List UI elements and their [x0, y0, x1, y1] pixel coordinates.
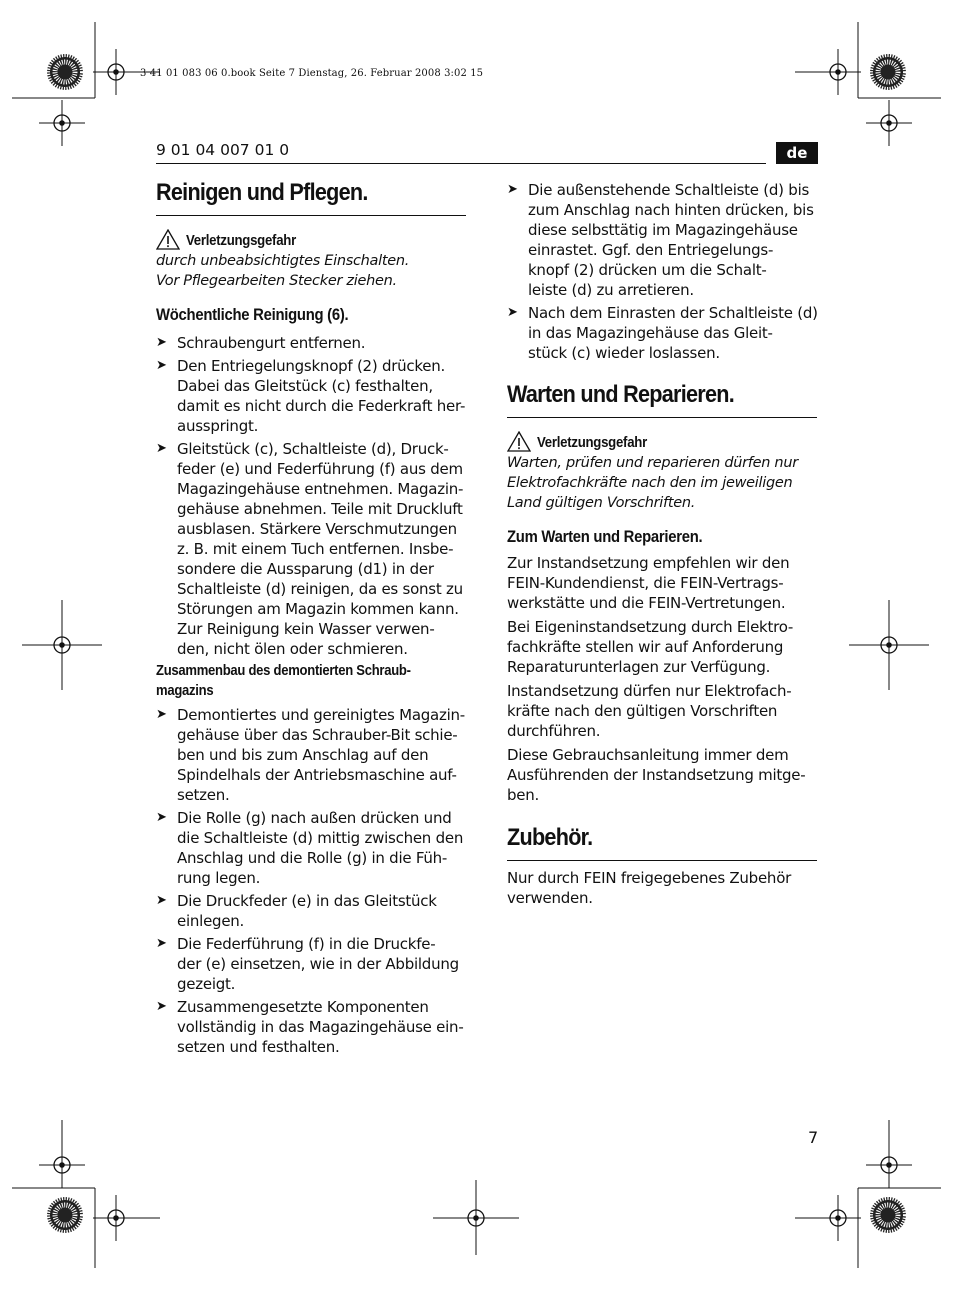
list-item: ➤ Schraubengurt entfernen.	[156, 334, 366, 352]
registration-crosshair-icon	[866, 622, 912, 668]
language-badge: de	[776, 142, 818, 164]
warning-line: Vor Pflegearbeiten Stecker ziehen.	[156, 273, 397, 289]
subsection-title-service: Zum Warten und Reparieren.	[507, 528, 703, 546]
list-item: ➤ Demontiertes und gereinigtes Magazin- gehäuse über das Schrauber-Bit schie- ben und bis zum Anschlag auf den Spindelhals der Antriebsmaschine auf- setzen.	[156, 706, 465, 804]
arrowhead-bullet-icon: ➤	[156, 335, 167, 350]
color-starburst-target-icon	[47, 1197, 83, 1233]
page-number: 7	[808, 1128, 819, 1147]
registration-crosshair-icon	[93, 49, 139, 95]
registration-crosshair-icon	[39, 100, 85, 146]
subsection-title-weekly: Wöchentliche Reinigung (6).	[156, 306, 349, 324]
warning-line: Warten, prüfen und reparieren dürfen nur	[507, 455, 798, 471]
arrowhead-bullet-icon: ➤	[156, 810, 167, 825]
list-item: ➤ Nach dem Einrasten der Schaltleiste (d) in das Magazingehäuse das Gleit- stück (c) wieder loslassen.	[507, 304, 818, 362]
section-title-cleaning: Reinigen und Pflegen.	[156, 179, 368, 206]
subsection-title-assembly: Zusammenbau des demontierten Schraub- magazins	[156, 663, 411, 699]
warning-line: durch unbeabsichtigtes Einschalten.	[156, 253, 410, 269]
registration-crosshair-icon	[815, 1195, 861, 1241]
service-paragraphs	[507, 553, 819, 805]
arrowhead-bullet-icon: ➤	[156, 999, 167, 1014]
document-number: 9 01 04 007 01 0	[156, 141, 290, 159]
header-rule	[156, 163, 766, 164]
right-column	[507, 180, 819, 908]
arrowhead-bullet-icon: ➤	[156, 707, 167, 722]
warning-line: Land gültigen Vorschriften.	[507, 495, 696, 511]
section-title-service: Warten und Reparieren.	[507, 381, 735, 408]
registration-crosshair-icon	[453, 1195, 499, 1241]
paragraph: Bei Eigeninstandsetzung durch Elektro- fachkräfte stellen wir auf Anforderung Reparaturunterlagen zur Verfügung.	[507, 618, 794, 676]
arrowhead-bullet-icon: ➤	[507, 305, 518, 320]
color-starburst-target-icon	[870, 54, 906, 90]
paragraph: Instandsetzung dürfen nur Elektrofach- kräfte nach den gültigen Vorschriften durchführen.	[507, 682, 792, 740]
arrowhead-bullet-icon: ➤	[156, 358, 167, 373]
warning-triangle-icon	[156, 229, 180, 250]
registration-crosshair-icon	[815, 49, 861, 95]
paragraph: Diese Gebrauchsanleitung immer dem Ausführenden der Instandsetzung mitge- ben.	[507, 746, 806, 804]
registration-crosshair-icon	[866, 100, 912, 146]
registration-crosshair-icon	[39, 1142, 85, 1188]
arrowhead-bullet-icon: ➤	[156, 893, 167, 908]
registration-crosshair-icon	[39, 622, 85, 668]
arrowhead-bullet-icon: ➤	[507, 182, 518, 197]
warning-title: Verletzungsgefahr	[186, 232, 296, 249]
left-column	[156, 179, 468, 1060]
registration-crosshair-icon	[93, 1195, 139, 1241]
list-item: ➤ Den Entriegelungsknopf (2) drücken. Dabei das Gleitstück (c) festhalten, damit es nicht durch die Federkraft her- ausspringt.	[156, 357, 466, 435]
warning-line: Elektrofachkräfte nach den im jeweiligen	[507, 475, 793, 491]
arrowhead-bullet-icon: ➤	[156, 936, 167, 951]
list-item: ➤ Gleitstück (c), Schaltleiste (d), Druck- feder (e) und Federführung (f) aus dem Magazingehäuse entnehmen. Magazin- gehäuse abnehmen. Teile mit Druckluft ausblasen. Stärkere Verschmutzungen z. B. mit einem Tuch entfernen. Insbe- sondere die Aussparung (d1) in der Schaltleiste (d) reinigen, da es sonst zu Störungen am Magazin kommen kann. Zur Reinigung kein Wasser verwen- den, nicht ölen oder schmieren.	[156, 440, 464, 658]
arrowhead-bullet-icon: ➤	[156, 441, 167, 456]
assembly-list	[156, 705, 468, 1057]
warning-block	[156, 229, 468, 291]
section-rule	[507, 417, 817, 418]
warning-triangle-icon	[507, 431, 531, 452]
weekly-list	[156, 333, 468, 659]
accessories-text: Nur durch FEIN freigegebenes Zubehör verwenden.	[507, 869, 792, 907]
continued-list	[507, 180, 819, 363]
registration-crosshair-icon	[866, 1142, 912, 1188]
color-starburst-target-icon	[47, 54, 83, 90]
list-item: ➤ Zusammengesetzte Komponenten vollständig in das Magazingehäuse ein- setzen und festhalten.	[156, 998, 464, 1056]
warning-title: Verletzungsgefahr	[537, 434, 647, 451]
warning-block	[507, 431, 819, 513]
list-item: ➤ Die Druckfeder (e) in das Gleitstück einlegen.	[156, 892, 437, 930]
paragraph: Zur Instandsetzung empfehlen wir den FEIN-Kundendienst, die FEIN-Vertrags- werkstätte und die FEIN-Vertretungen.	[507, 554, 790, 612]
list-item: ➤ Die Rolle (g) nach außen drücken und die Schaltleiste (d) mittig zwischen den Anschlag und die Rolle (g) in die Füh- rung legen.	[156, 809, 464, 887]
color-starburst-target-icon	[870, 1197, 906, 1233]
section-rule	[156, 215, 466, 216]
list-item: ➤ Die Federführung (f) in die Druckfe- der (e) einsetzen, wie in der Abbildung gezeigt.	[156, 935, 459, 993]
section-title-accessories: Zubehör.	[507, 824, 593, 851]
print-line: 3 41 01 083 06 0.book Seite 7 Dienstag, 26. Februar 2008 3:02 15	[140, 68, 484, 79]
list-item: ➤ Die außenstehende Schaltleiste (d) bis zum Anschlag nach hinten drücken, bis diese selbsttätig im Magazingehäuse einrastet. Ggf. den Entriegelungs- knopf (2) drücken um die Schalt- leiste (d) zu arretieren.	[507, 181, 814, 299]
section-rule	[507, 860, 817, 861]
